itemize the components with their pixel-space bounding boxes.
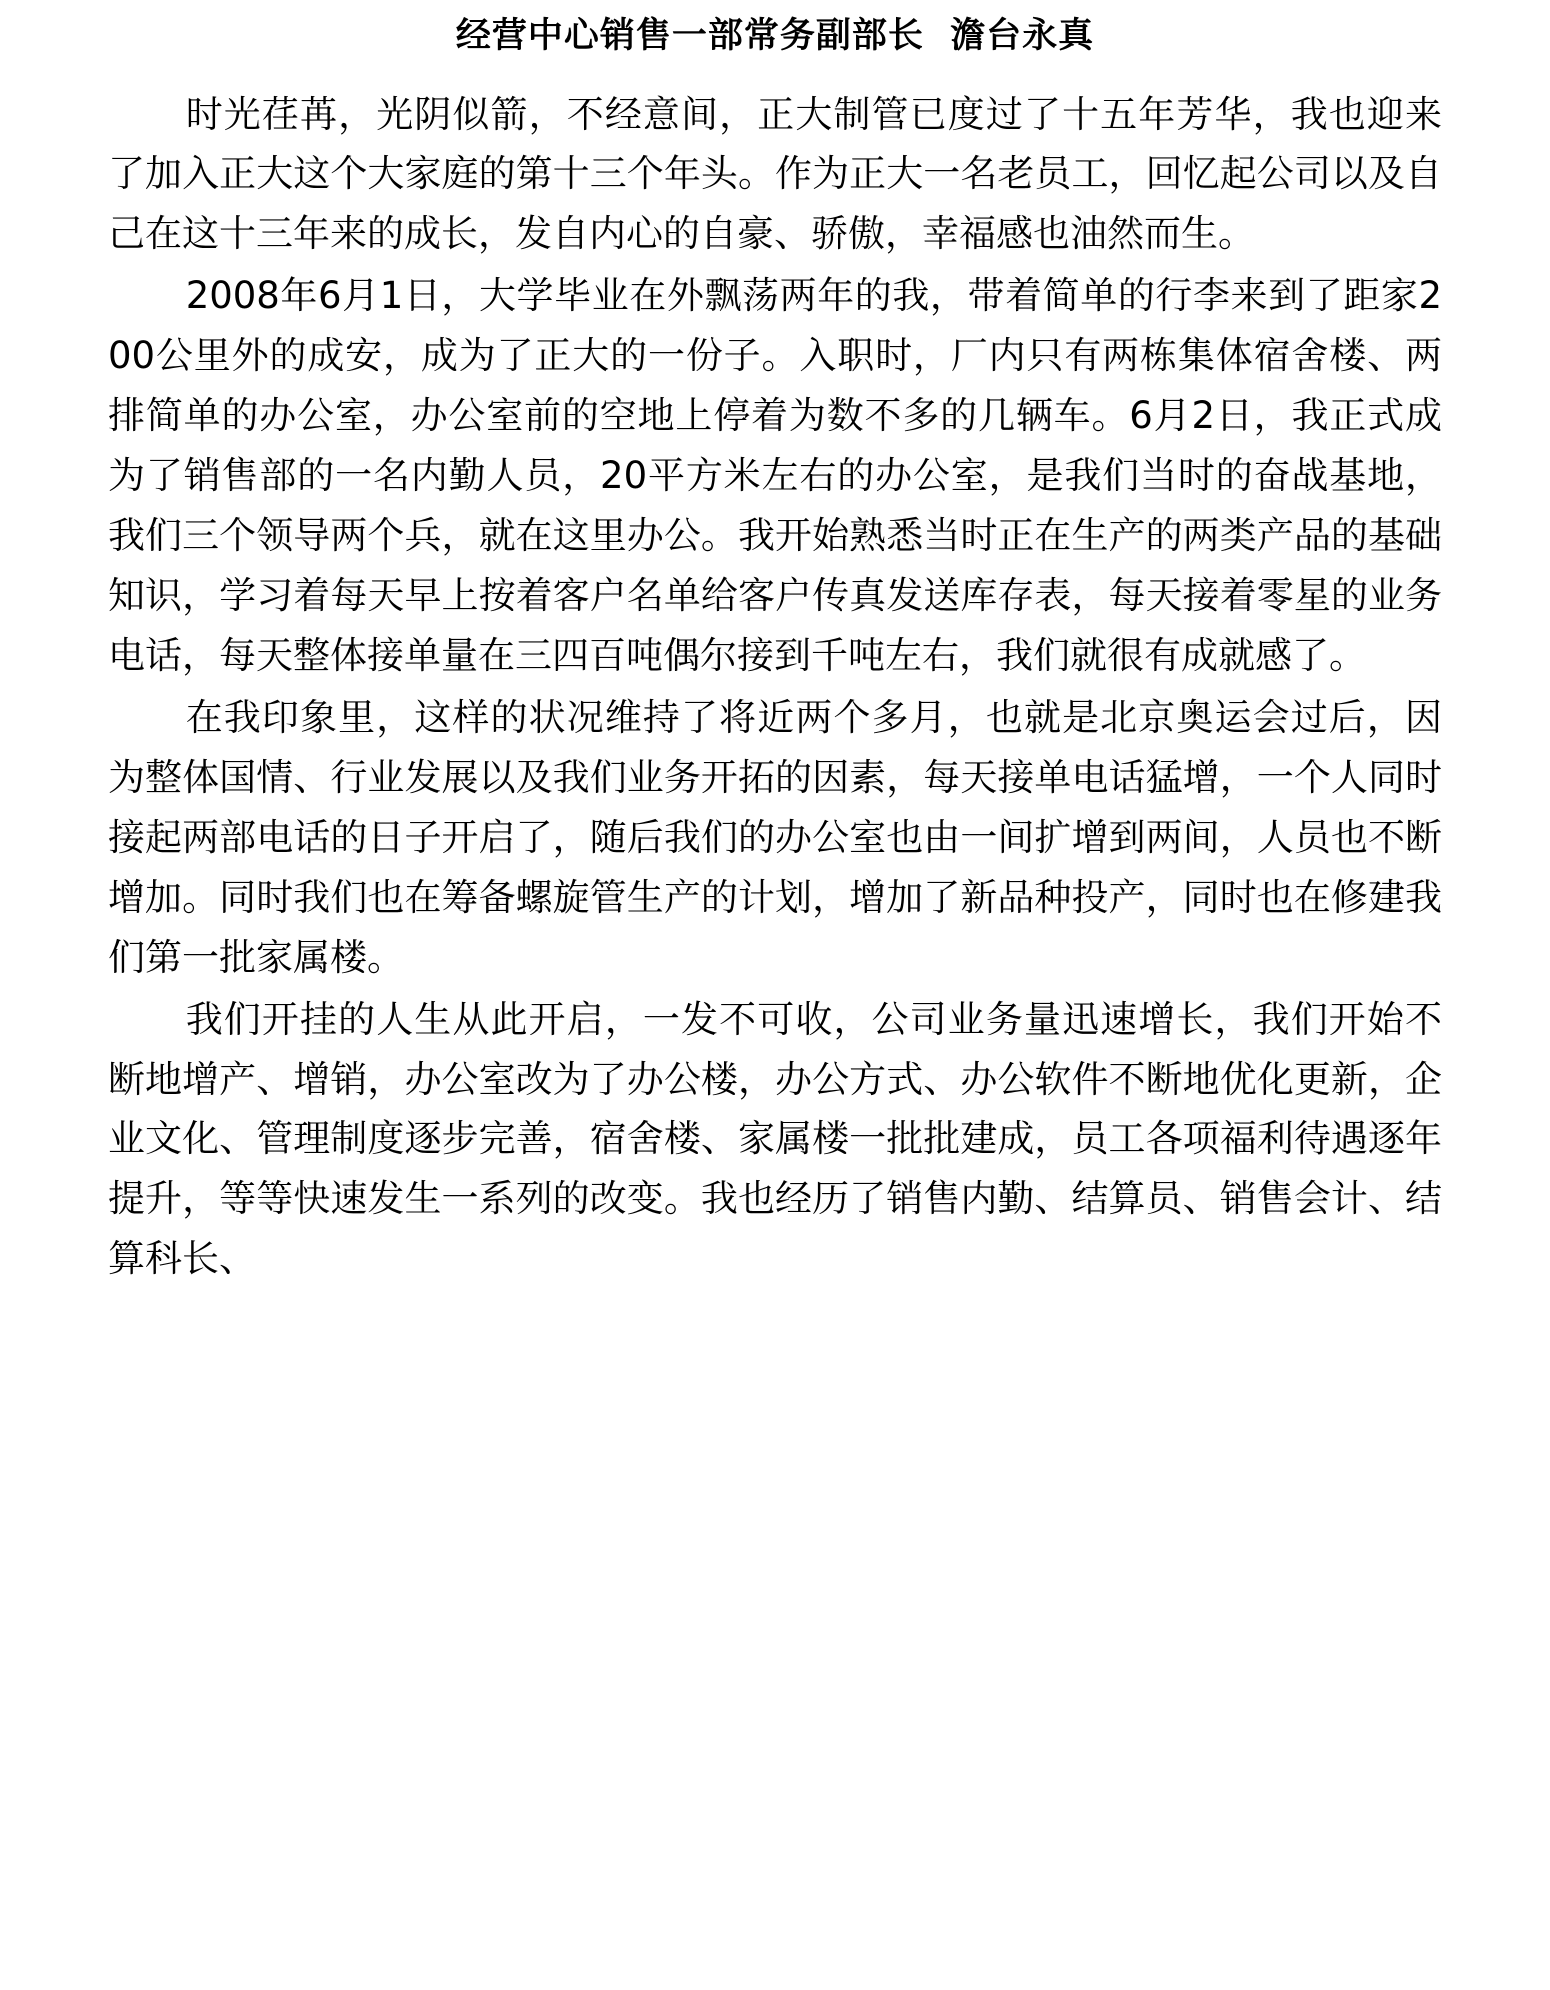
paragraph: 时光荏苒，光阴似箭，不经意间，正大制管已度过了十五年芳华，我也迎来了加入正大这个大家庭的第十三个年头。作为正大一名老员工，回忆起公司以及自己在这十三年来的成长，发自内心的自豪、骄傲，幸福感也油然而生。 — [108, 92, 1442, 256]
paragraph: 在我印象里，这样的状况维持了将近两个多月，也就是北京奥运会过后，因为整体国情、行业发展以及我们业务开拓的因素，每天接单电话猛增，一个人同时接起两部电话的日子开启了，随后我们的办公室也由一间扩增到两间，人员也不断增加。同时我们也在筹备螺旋管生产的计划，增加了新品种投产，同时也在修建我们第一批家属楼。 — [108, 695, 1442, 979]
paragraph: 我们开挂的人生从此开启，一发不可收，公司业务量迅速增长，我们开始不断地增产、增销，办公室改为了办公楼，办公方式、办公软件不断地优化更新，企业文化、管理制度逐步完善，宿舍楼、家属楼一批批建成，员工各项福利待遇逐年提升，等等快速发生一系列的改变。我也经历了销售内勤、结算员、销售会计、结算科长、 — [108, 997, 1442, 1281]
document-body — [108, 85, 1442, 1290]
paragraph: 2008年6月1日，大学毕业在外飘荡两年的我，带着简单的行李来到了距家200公里外的成安，成为了正大的一份子。入职时，厂内只有两栋集体宿舍楼、两排简单的办公室，办公室前的空地上停着为数不多的几辆车。6月2日，我正式成为了销售部的一名内勤人员，20平方米左右的办公室，是我们当时的奋战基地，我们三个领导两个兵，就在这里办公。我开始熟悉当时正在生产的两类产品的基础知识，学习着每天早上按着客户名单给客户传真发送库存表，每天接着零星的业务电话，每天整体接单量在三四百吨偶尔接到千吨左右，我们就很有成就感了。 — [108, 274, 1442, 677]
page-title: 经营中心销售一部常务副部长 澹台永真 — [455, 15, 1095, 56]
